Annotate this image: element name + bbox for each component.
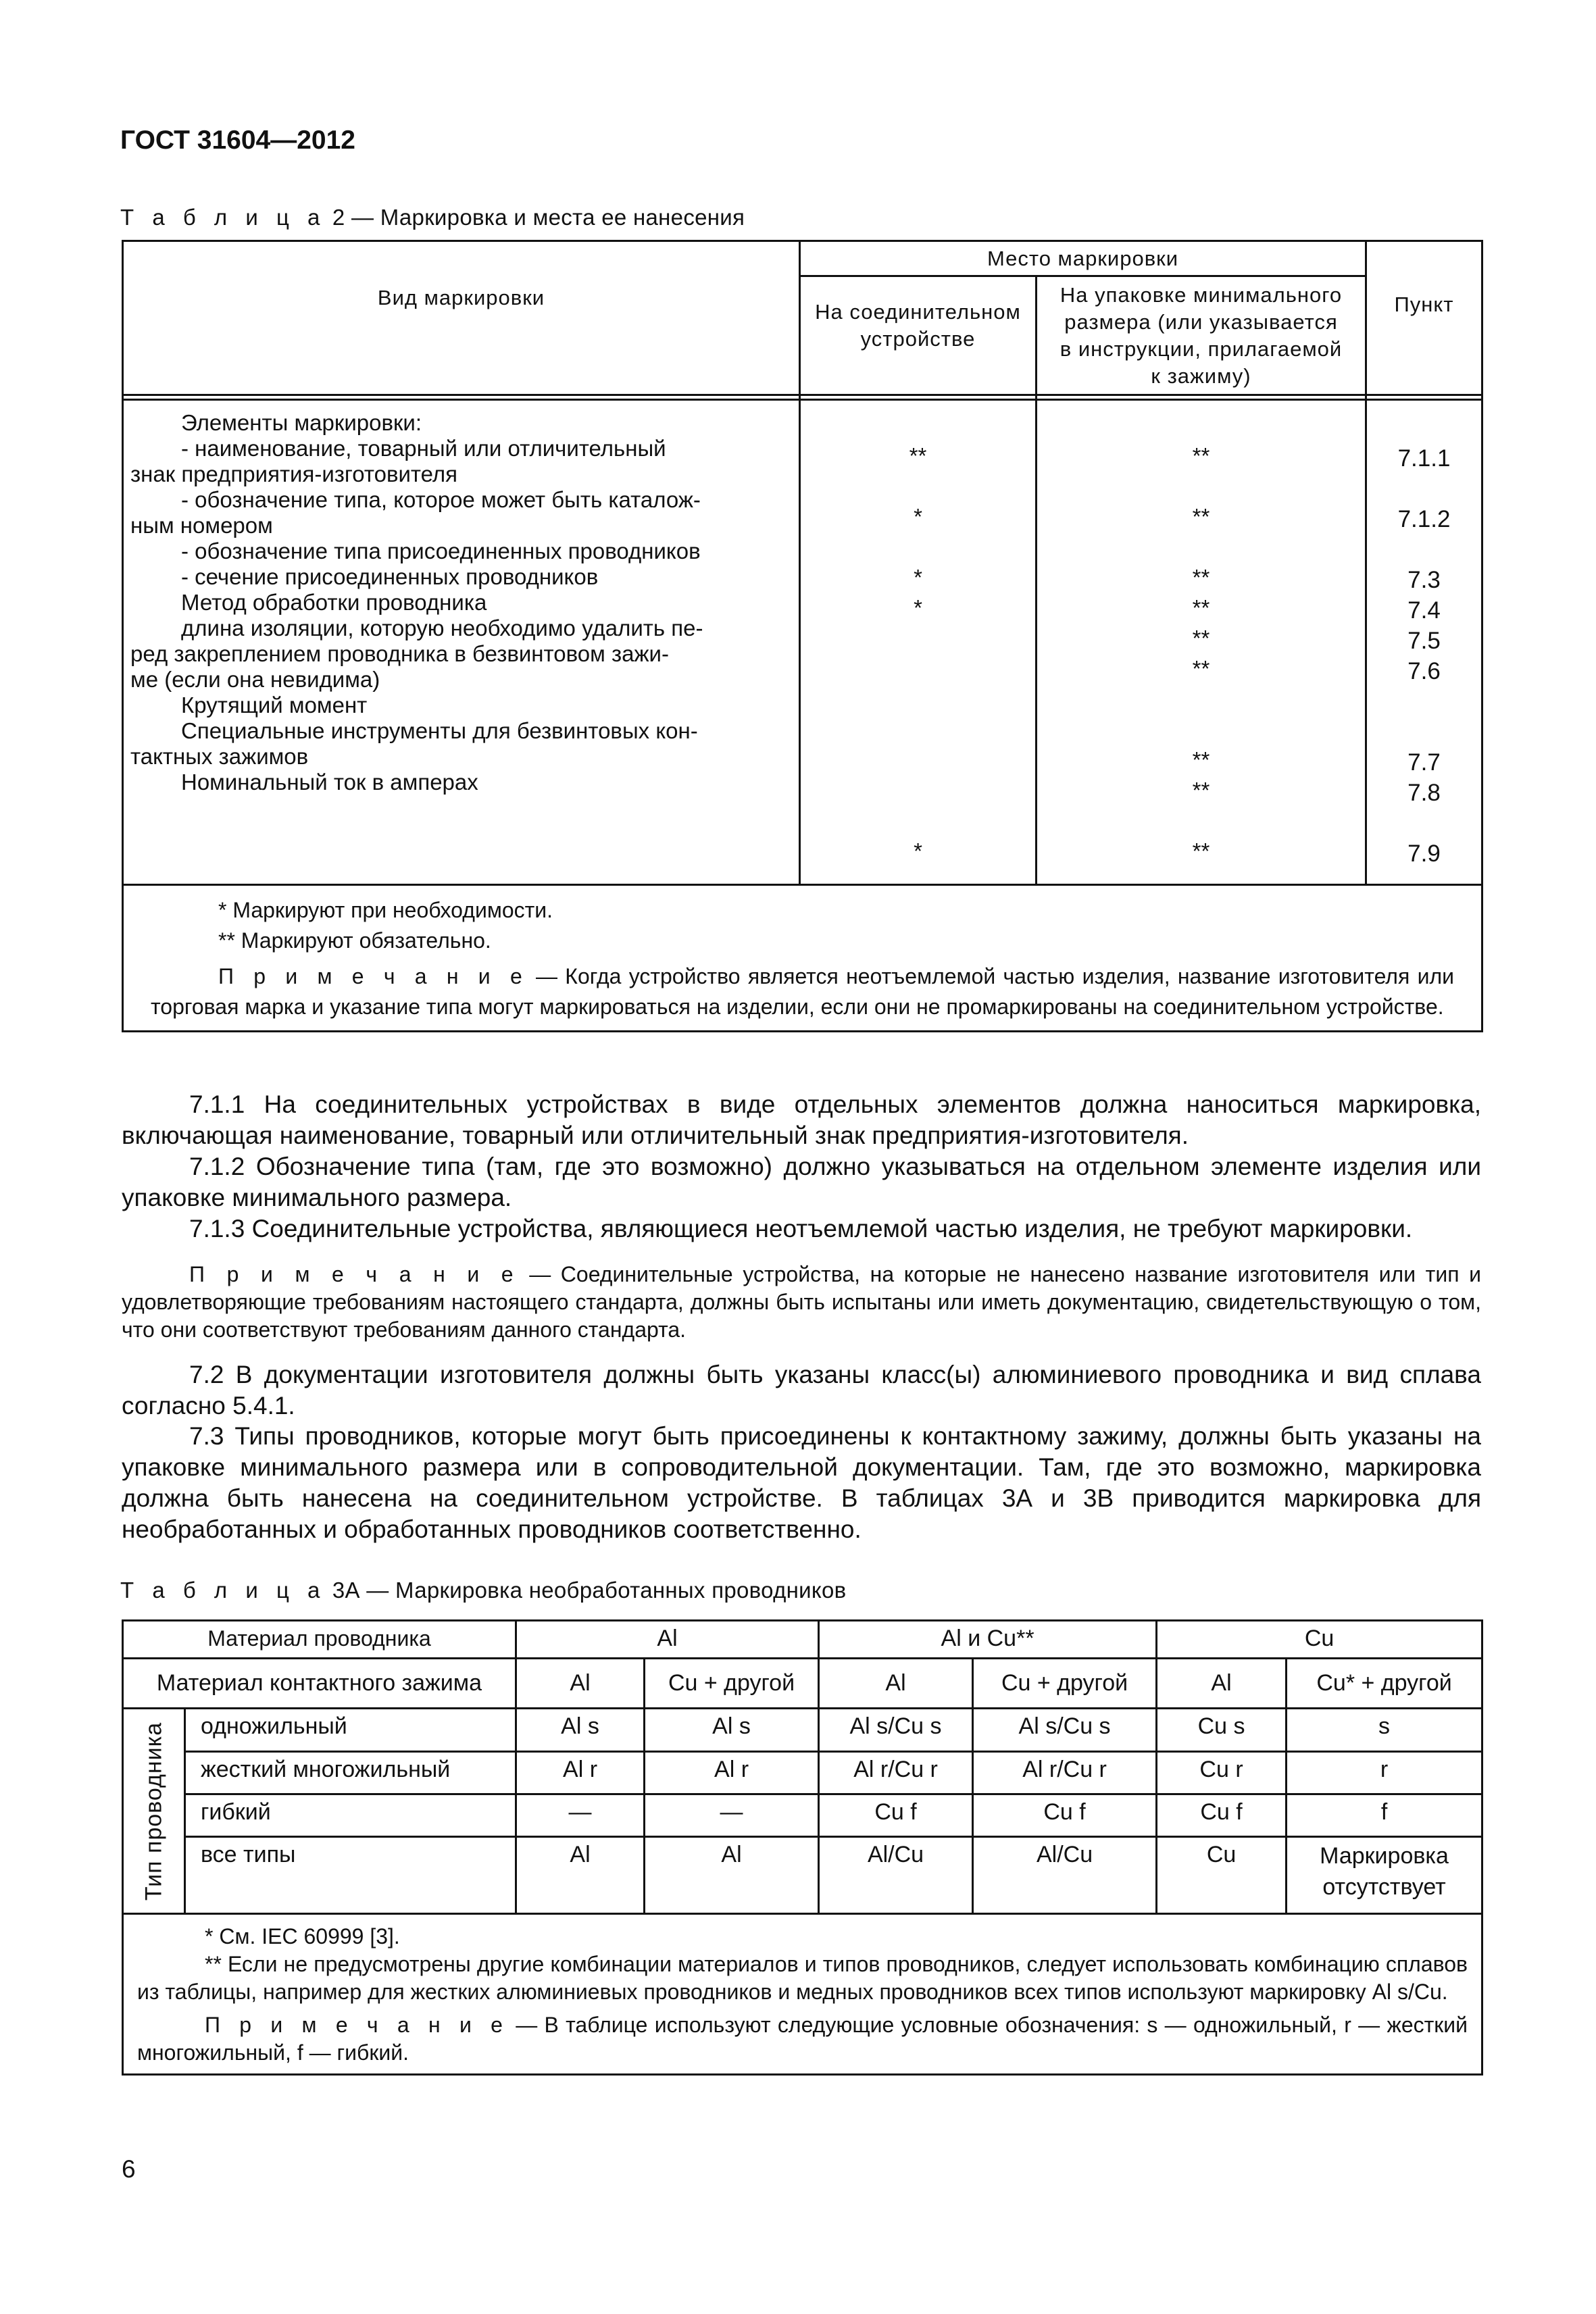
table3a-caption-label: Т а б л и ц а [120, 1578, 326, 1603]
table2-punkt [1367, 686, 1481, 717]
table2-punkt: 7.1.1 [1397, 445, 1451, 472]
table3a-subheader: Al [1157, 1659, 1287, 1709]
table3a-cell: Cu f [973, 1794, 1157, 1837]
table3a-header-terminal-material: Материал контактного зажима [123, 1659, 516, 1709]
table3a-cell: Al r/Cu r [819, 1752, 973, 1794]
table2-mark [1037, 471, 1365, 501]
table2-punkt: 7.6 [1407, 658, 1441, 684]
table2-mark [1037, 714, 1365, 745]
table2-mark: ** [1192, 565, 1210, 590]
body-note-text: — Соединительные устройства, на которые не нанесено название изготовителя или тип и удовлетворяющие требованиям настоящего стандарта, должны быть испытаны или иметь документацию, свидетельствующую о том, что они соответствуют требованиям данного стандарта. [122, 1262, 1482, 1342]
table2-punkt: 7.3 [1407, 567, 1441, 593]
table3a-header-al: Al [516, 1621, 819, 1659]
table2-item-line: - наименование, товарный или отличительный [181, 436, 666, 461]
table3a-cell: Cu f [1157, 1794, 1287, 1837]
table2-caption-text: 2 — Маркировка и места ее нанесения [332, 205, 745, 230]
table2-header-package-line: размера (или указывается [1064, 309, 1338, 334]
table3a-conductor-marking [122, 1619, 1483, 2076]
table2-footnote-2: ** Маркируют обязательно. [218, 928, 491, 953]
table3a-cell: Al s [645, 1709, 819, 1752]
table2-punkt: 7.9 [1407, 840, 1441, 867]
document-title: ГОСТ 31604—2012 [120, 126, 355, 155]
table3a-cell: f [1287, 1794, 1482, 1837]
table2-header-device-line: На соединительном [815, 299, 1021, 324]
table2-items-cell [123, 400, 800, 885]
table2-mark [801, 623, 1035, 653]
table3a-cell: Cu s [1157, 1709, 1287, 1752]
table2-punkt: 7.7 [1407, 749, 1441, 776]
table3a-subheader: Cu* + другой [1287, 1659, 1482, 1709]
table2-punkt [1367, 534, 1481, 565]
table2-package-marks [1037, 400, 1366, 885]
paragraph-7-1-2 [122, 1151, 1481, 1213]
table2-header-punkt: Пункт [1366, 241, 1482, 395]
table2-marking [122, 240, 1483, 1032]
body-note [122, 1261, 1481, 1344]
table3a-footnote-2: ** Если не предусмотрены другие комбинации материалов и типов проводников, следует использовать комбинацию сплавов из таблицы, например для жестких алюминиевых проводников и медных проводников всех типов используют маркировку Al s/Cu. [137, 1952, 1468, 2004]
table3a-row-label: гибкий [185, 1794, 516, 1837]
table2-mark: ** [909, 443, 927, 468]
table3a-row-label: жесткий многожильный [185, 1752, 516, 1794]
table3a-cell: s [1287, 1709, 1482, 1752]
table2-mark [801, 805, 1035, 836]
table2-item-line: ме (если она невидима) [130, 667, 380, 692]
table3a-footnote-1: * См. IEC 60999 [3]. [205, 1924, 400, 1948]
table3a-cell: Al [516, 1837, 645, 1914]
table2-punkt: 7.5 [1407, 628, 1441, 654]
table2-item-line: Элементы маркировки: [181, 410, 422, 435]
table2-header-package-line: к зажиму) [1151, 363, 1251, 388]
table2-mark [801, 471, 1035, 501]
paragraph-7-1-3 [122, 1213, 1481, 1244]
table2-note-text: — Когда устройство является неотъемлемой частью изделия, название изготовителя или торговая марка и указание типа могут маркироваться на изделии, если они не промаркированы на соединительном устройстве. [151, 964, 1455, 1019]
table2-mark [1037, 532, 1365, 562]
table3a-cell: — [516, 1794, 645, 1837]
table2-header-package [1037, 276, 1366, 395]
table2-header-mesto: Место маркировки [800, 241, 1366, 276]
table2-mark: ** [1192, 778, 1210, 803]
table3a-subheader: Cu + другой [973, 1659, 1157, 1709]
table2-punkt [1367, 474, 1481, 504]
table2-mark [1037, 805, 1365, 836]
page-number: 6 [122, 2155, 136, 2183]
table3a-note-label: П р и м е ч а н и е [205, 2013, 509, 2037]
table2-mark [1037, 684, 1365, 714]
table3a-row-label: все типы [185, 1837, 516, 1914]
table3a-note [137, 2011, 1468, 2067]
table2-mark [801, 745, 1035, 775]
table2-punkt: 7.1.2 [1397, 506, 1451, 532]
table2-punkt-col [1366, 400, 1482, 885]
table2-mark [801, 684, 1035, 714]
table2-mark: ** [1192, 838, 1210, 863]
table2-item-line: знак предприятия-изготовителя [130, 461, 458, 486]
table2-note [151, 961, 1454, 1022]
table2-item-line: ред закреплением проводника в безвинтовом зажи- [130, 641, 669, 666]
table2-mark: ** [1192, 626, 1210, 651]
table2-mark: ** [1192, 747, 1210, 772]
table2-mark [1037, 410, 1365, 441]
table2-mark: * [914, 504, 922, 529]
table3a-header-conductor-material: Материал проводника [123, 1621, 516, 1659]
table2-mark [801, 410, 1035, 441]
table3a-subheader: Al [819, 1659, 973, 1709]
table2-note-label: П р и м е ч а н и е [218, 964, 528, 988]
table2-mark [801, 714, 1035, 745]
table3a-row-label: одножильный [185, 1709, 516, 1752]
paragraph-text: 7.1.1 На соединительных устройствах в виде отдельных элементов должна наноситься маркировка, включающая наименование, товарный или отличительный знак предприятия-изготовителя. [122, 1090, 1481, 1149]
table3a-cell: Cu [1157, 1837, 1287, 1914]
table2-caption-label: Т а б л и ц а [120, 205, 326, 230]
table2-punkt [1367, 410, 1481, 441]
table3a-cell: Cu f [819, 1794, 973, 1837]
table2-mark: * [914, 838, 922, 863]
table2-item-line: Крутящий момент [181, 693, 368, 718]
table3a-cell: — [645, 1794, 819, 1837]
body-note-label: П р и м е ч а н и е [189, 1262, 520, 1286]
table3a-subheader: Cu + другой [645, 1659, 819, 1709]
table2-mark [801, 532, 1035, 562]
table3a-subheader: Al [516, 1659, 645, 1709]
table3a-cell: Cu r [1157, 1752, 1287, 1794]
table3a-note-text: — В таблице используют следующие условные обозначения: s — одножильный, r — жесткий многожильный, f — гибкий. [137, 2013, 1468, 2065]
table2-item-line: Номинальный ток в амперах [181, 770, 478, 795]
table3a-cell: Al [645, 1837, 819, 1914]
table3a-cell: Al/Cu [819, 1837, 973, 1914]
table3a-cell: Al r/Cu r [973, 1752, 1157, 1794]
table3a-header-alcu: Al и Cu** [819, 1621, 1157, 1659]
table3a-conductor-type-text: Тип проводника [141, 1721, 166, 1901]
table2-punkt: 7.4 [1407, 597, 1441, 624]
table2-mark: ** [1192, 595, 1210, 620]
table2-item-line: - сечение присоединенных проводников [181, 564, 599, 589]
table2-punkt [1367, 808, 1481, 838]
table2-item-line: Метод обработки проводника [181, 590, 487, 615]
paragraph-text: 7.3 Типы проводников, которые могут быть присоединены к контактному зажиму, должны быть указаны на упаковке минимального размера или в сопроводительной документации. Там, где это возможно, маркировка должна быть нанесена на соединительном устройстве. В таблицах 3А и 3В приводится маркировка для необработанных и обработанных проводников соответственно. [122, 1422, 1481, 1543]
table3a-cell: Al s [516, 1709, 645, 1752]
paragraph-text: 7.1.3 Соединительные устройства, являющиеся неотъемлемой частью изделия, не требуют маркировки. [189, 1215, 1413, 1242]
paragraph-text: 7.2 В документации изготовителя должны быть указаны класс(ы) алюминиевого проводника и вид сплава согласно 5.4.1. [122, 1361, 1481, 1419]
table3a-conductor-type-label [123, 1709, 185, 1914]
table2-footnote-1: * Маркируют при необходимости. [218, 898, 553, 922]
paragraph-7-3 [122, 1421, 1481, 1545]
table2-item-line: - обозначение типа присоединенных проводников [181, 538, 701, 563]
table3a-cell: r [1287, 1752, 1482, 1794]
table2-punkt [1367, 717, 1481, 747]
table2-footer [123, 885, 1482, 1032]
table2-item-line: Специальные инструменты для безвинтовых кон- [181, 718, 698, 743]
table3a-cell: Al/Cu [973, 1837, 1157, 1914]
table2-mark [801, 775, 1035, 805]
table3a-cell: Al r [645, 1752, 819, 1794]
table2-mark: * [914, 565, 922, 590]
paragraph-text: 7.1.2 Обозначение типа (там, где это возможно) должно указываться на отдельном элементе изделия или упаковке минимального размера. [122, 1153, 1481, 1211]
table2-caption [120, 205, 745, 230]
table2-mark: * [914, 595, 922, 620]
table2-header-device-line: устройстве [860, 326, 976, 351]
paragraph-7-2 [122, 1359, 1481, 1422]
table2-mark: ** [1192, 443, 1210, 468]
table2-punkt: 7.8 [1407, 780, 1441, 806]
table3a-caption-text: 3А — Маркировка необработанных проводников [332, 1578, 847, 1603]
table3a-cell: Al s/Cu s [819, 1709, 973, 1752]
table3a-cell: Маркировка отсутствует [1287, 1837, 1482, 1914]
table2-header-package-line: На упаковке минимального [1059, 282, 1343, 307]
table2-item-line: тактных зажимов [130, 744, 309, 769]
table3a-header-cu: Cu [1157, 1621, 1482, 1659]
table2-header-device [800, 276, 1037, 395]
table2-mark [801, 653, 1035, 684]
table2-item-line: длина изоляции, которую необходимо удалить пе- [181, 615, 703, 640]
table2-mark: ** [1192, 504, 1210, 529]
table3a-footer [123, 1914, 1482, 2075]
table2-header-package-line: в инструкции, прилагаемой [1059, 336, 1343, 361]
table3a-caption [120, 1578, 846, 1603]
paragraph-7-1-1 [122, 1089, 1481, 1151]
table3a-cell: Al r [516, 1752, 645, 1794]
table2-header-vid: Вид маркировки [123, 241, 800, 395]
table2-device-marks [800, 400, 1037, 885]
table2-item-line: ным номером [130, 513, 273, 538]
table2-mark: ** [1192, 656, 1210, 681]
table3a-cell: Al s/Cu s [973, 1709, 1157, 1752]
table2-item-line: - обозначение типа, которое может быть каталож- [181, 487, 701, 512]
